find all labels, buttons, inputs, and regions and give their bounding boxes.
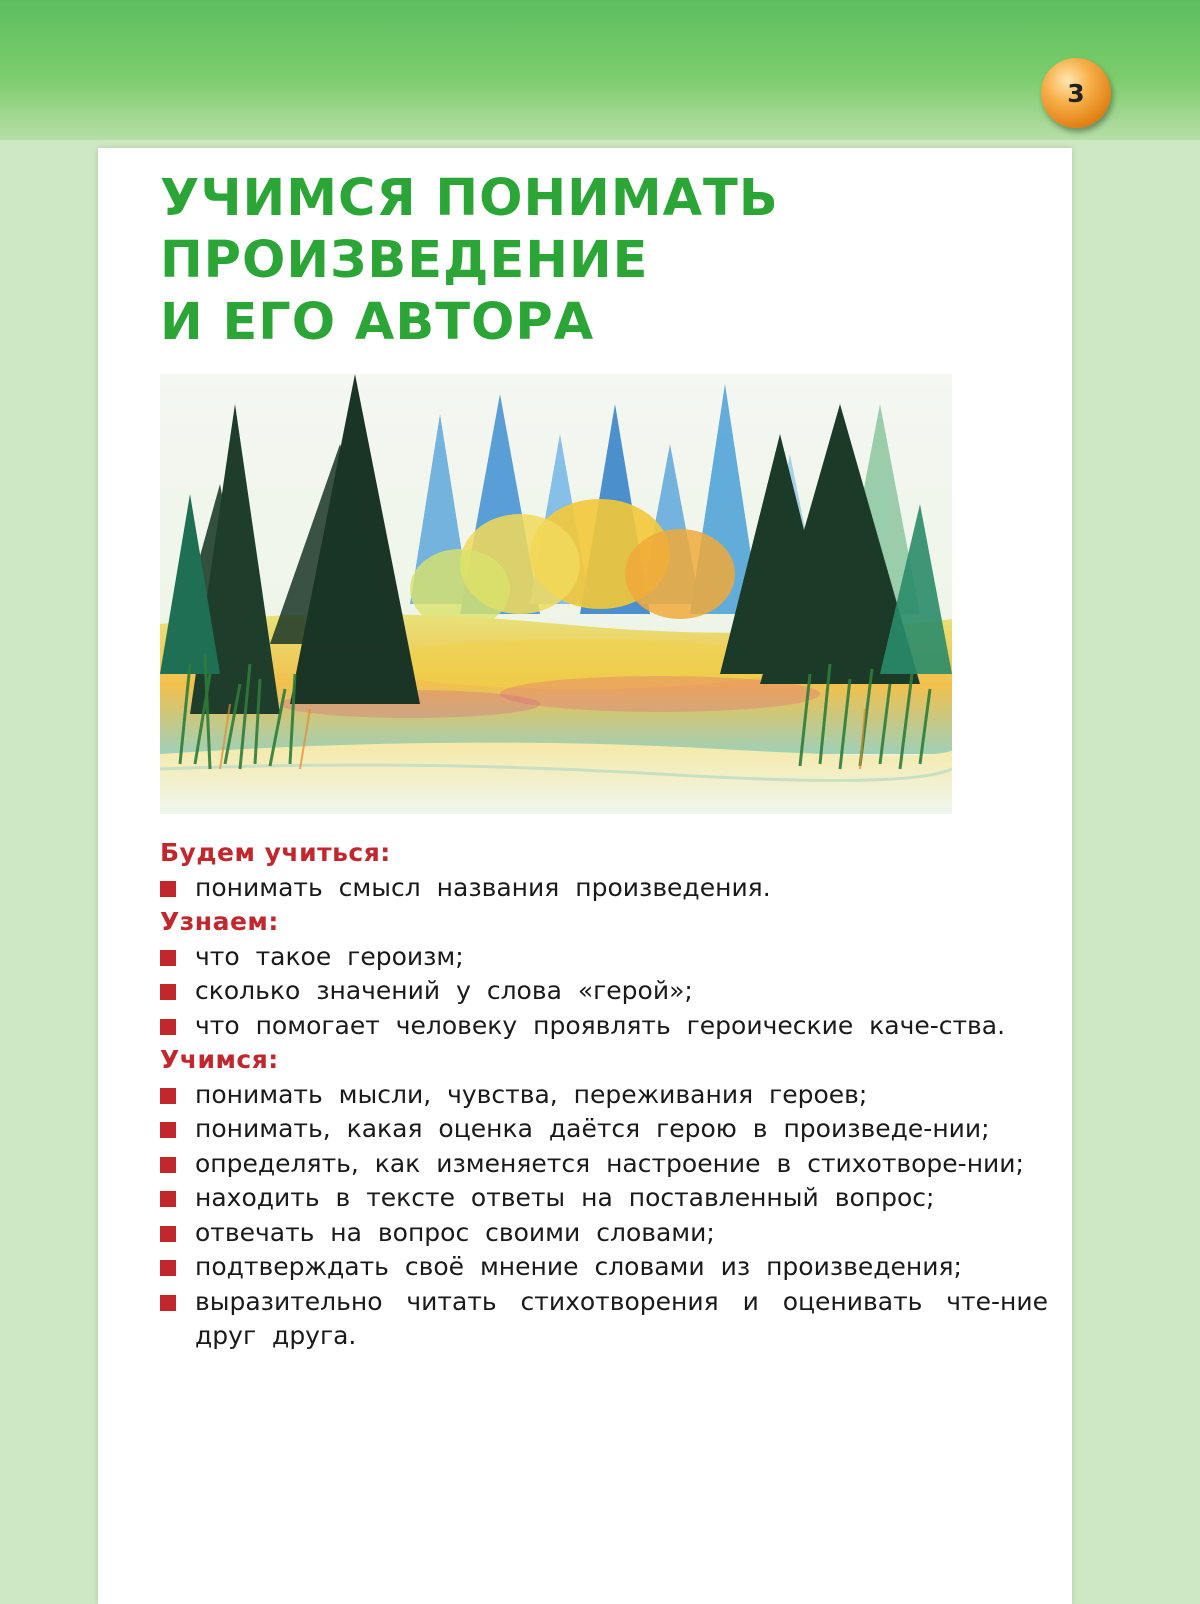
bullet-square-icon (160, 1295, 176, 1311)
list-item-text: что помогает человеку проявлять героические каче-ства. (195, 1010, 1006, 1040)
list-item (160, 974, 1048, 1009)
forest-landscape-icon (160, 374, 952, 814)
bullet-square-icon (160, 1088, 176, 1104)
bullet-square-icon (160, 1260, 176, 1276)
list-item (160, 1009, 1048, 1044)
list-item (160, 1147, 1048, 1182)
list-item-text: сколько значений у слова «герой»; (195, 976, 693, 1005)
list-item (160, 1112, 1048, 1147)
top-color-band (0, 0, 1200, 140)
learning-goals (160, 836, 1048, 1354)
bullet-square-icon (160, 1122, 176, 1138)
bullet-square-icon (160, 1191, 176, 1207)
list-item (160, 871, 1048, 906)
page-number-badge (1041, 58, 1111, 128)
list-item-text: подтверждать своё мнение словами из произведения; (195, 1252, 962, 1281)
page-title (160, 168, 1020, 354)
watercolor-forest-illustration (160, 374, 952, 814)
list-item-text: понимать мысли, чувства, переживания героев; (195, 1079, 868, 1109)
list-item (160, 1250, 1048, 1285)
title-line-3: И ЕГО АВТОРА (160, 293, 595, 352)
section-learning (160, 1043, 1048, 1354)
bullet-square-icon (160, 881, 176, 897)
page-number: 3 (1067, 78, 1085, 108)
list-item (160, 1181, 1048, 1216)
list-item (160, 940, 1048, 975)
title-line-2: ПРОИЗВЕДЕНИЕ (160, 231, 649, 290)
list-item-text: понимать, какая оценка даётся герою в произведе-нии; (195, 1114, 990, 1143)
section-heading: Будем учиться: (160, 838, 391, 867)
list-item-text: выразительно читать стихотворения и оценивать чте-ние друг друга. (195, 1286, 1048, 1350)
bullet-square-icon (160, 984, 176, 1000)
section-heading: Узнаем: (160, 907, 279, 936)
list-item-text: понимать смысл названия произведения. (195, 872, 771, 902)
bullet-square-icon (160, 1226, 176, 1242)
section-find-out (160, 905, 1048, 1043)
section-heading: Учимся: (160, 1045, 279, 1074)
list-item (160, 1216, 1048, 1251)
list-item (160, 1285, 1048, 1354)
list-item-text: находить в тексте ответы на поставленный вопрос; (195, 1183, 935, 1212)
list-item-text: что такое героизм; (195, 941, 464, 971)
list-item (160, 1078, 1048, 1113)
bullet-square-icon (160, 1157, 176, 1173)
section-will-learn (160, 836, 1048, 905)
list-item-text: определять, как изменяется настроение в стихотворе-нии; (195, 1148, 1024, 1178)
list-item-text: отвечать на вопрос своими словами; (195, 1217, 715, 1247)
title-line-1: УЧИМСЯ ПОНИМАТЬ (160, 169, 779, 228)
bullet-square-icon (160, 950, 176, 966)
bullet-square-icon (160, 1019, 176, 1035)
